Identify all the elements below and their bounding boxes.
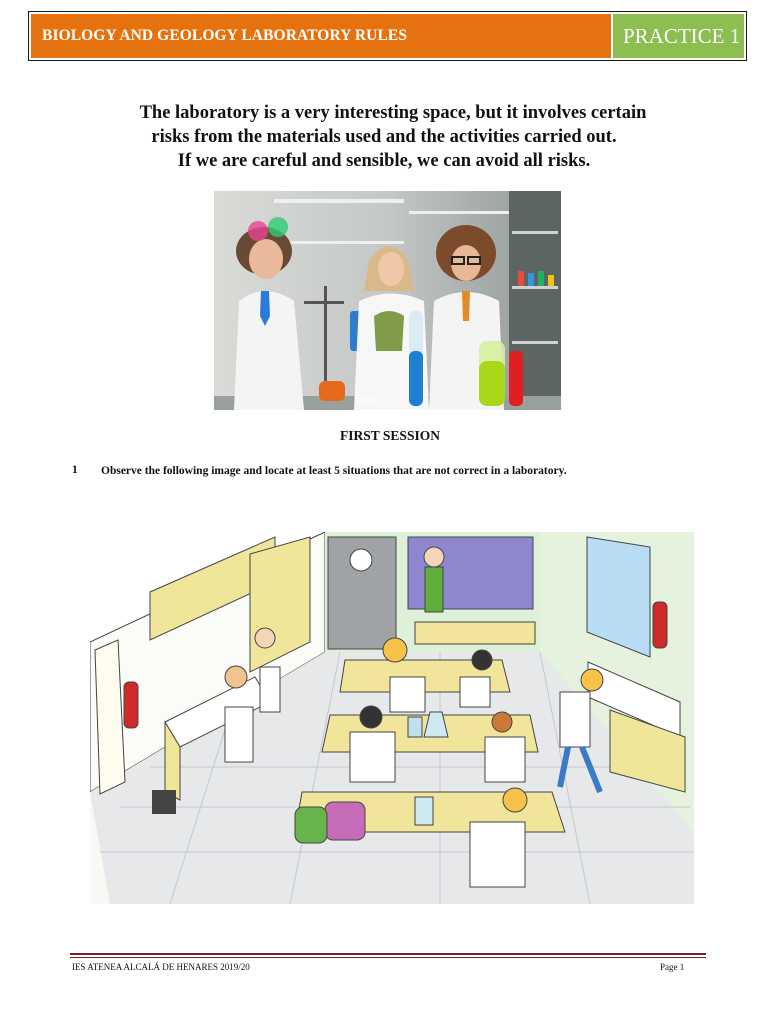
laboratory-illustration-drawing <box>90 532 694 904</box>
header-title <box>31 14 611 58</box>
footer-rule <box>70 953 706 955</box>
footer-rule-thin <box>70 957 706 958</box>
laboratory-illustration <box>90 532 694 904</box>
photo-watermark: 123RF <box>354 395 382 405</box>
scientists-photo-drawing <box>214 191 561 410</box>
session-title: FIRST SESSION <box>340 428 440 443</box>
scientists-photo <box>214 191 561 410</box>
question-text: Observe the following image and locate at least 5 situations that are not correct in a laboratory. <box>101 465 567 477</box>
header-title-text: BIOLOGY AND GEOLOGY LABORATORY RULES <box>42 27 408 44</box>
intro-line-1: The laboratory is a very interesting space, but it involves certain <box>139 103 647 123</box>
footer-page-number: Page 1 <box>660 962 685 972</box>
intro-line-2: risks from the materials used and the activities carried out. <box>151 127 617 147</box>
question-number: 1 <box>72 464 78 476</box>
intro-line-3: If we are careful and sensible, we can avoid all risks. <box>177 151 591 171</box>
practice-label <box>613 14 744 58</box>
practice-label-text: PRACTICE 1 <box>623 23 741 48</box>
intro-paragraph <box>60 101 708 173</box>
footer-school: IES ATENEA ALCALÁ DE HENARES 2019/20 <box>72 962 250 972</box>
